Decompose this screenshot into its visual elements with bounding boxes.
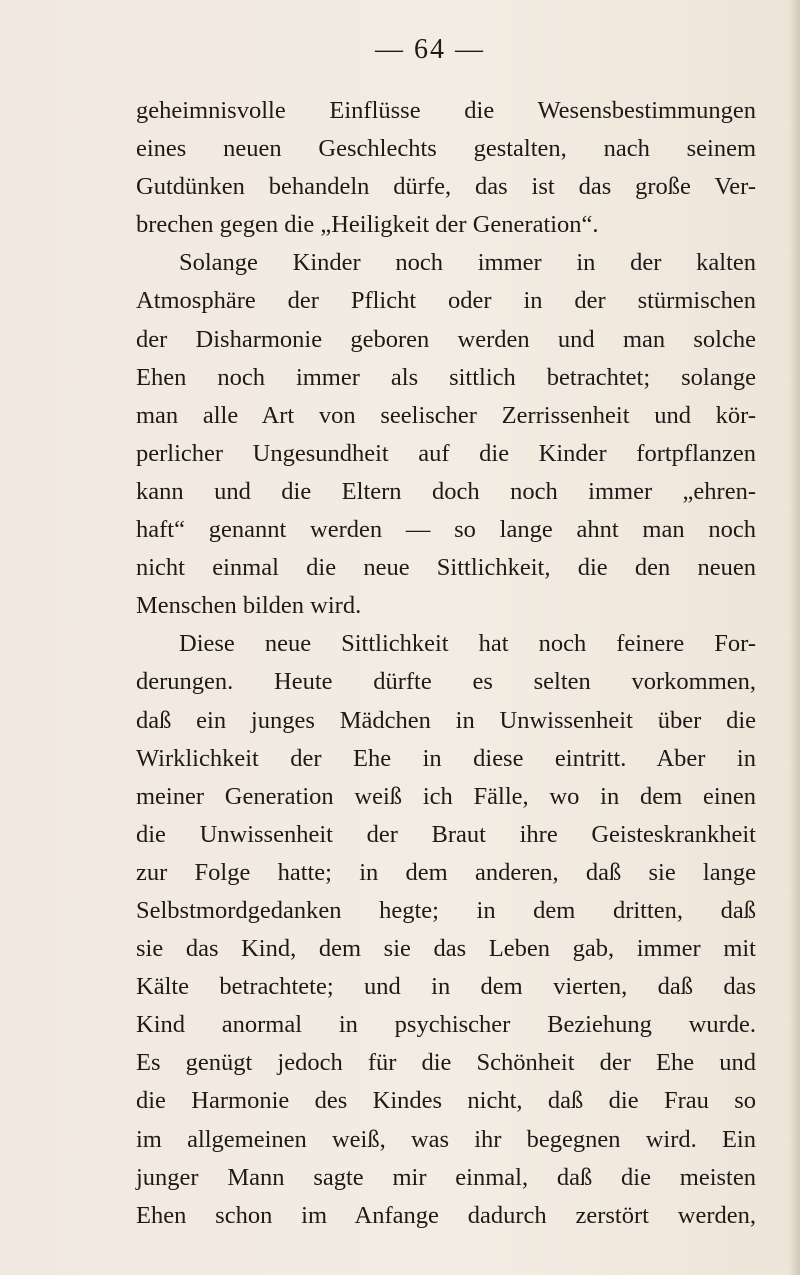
text-line: die Harmonie des Kindes nicht, daß die Frau so [136,1087,756,1115]
text-line: derungen. Heute dürfte es selten vorkommen, [136,668,756,696]
text-line: Ehen schon im Anfange dadurch zerstört werden, [136,1201,756,1229]
text-line: zur Folge hatte; in dem anderen, daß sie lange [136,858,756,886]
text-line: Selbstmordgedanken hegte; in dem dritten, daß [136,896,756,924]
text-line: die Unwissenheit der Braut ihre Geisteskrankheit [136,820,756,848]
text-line: brechen gegen die „Heiligkeit der Generation“. [136,211,599,239]
text-line: Gutdünken behandeln dürfe, das ist das große Ver- [136,173,756,201]
text-line: kann und die Eltern doch noch immer „ehren- [136,477,756,505]
text-line: junger Mann sagte mir einmal, daß die meisten [136,1163,756,1191]
text-line: Menschen bilden wird. [136,592,362,620]
text-line: Diese neue Sittlichkeit hat noch feinere For- [179,630,756,658]
text-line: Atmosphäre der Pflicht oder in der stürmischen [136,287,756,315]
text-line: Wirklichkeit der Ehe in diese eintritt. Aber in [136,744,756,772]
text-line: eines neuen Geschlechts gestalten, nach seinem [136,135,756,163]
text-line: Kälte betrachtete; und in dem vierten, daß das [136,973,756,1001]
text-line: der Disharmonie geboren werden und man solche [136,325,756,353]
body-text [136,92,756,1235]
text-line: meiner Generation weiß ich Fälle, wo in dem einen [136,782,756,810]
text-line: im allgemeinen weiß, was ihr begegnen wird. Ein [136,1125,756,1153]
text-line: haft“ genannt werden — so lange ahnt man noch [136,516,756,544]
page-number: — 64 — [375,34,485,65]
text-line: Kind anormal in psychischer Beziehung wurde. [136,1011,756,1039]
text-line: nicht einmal die neue Sittlichkeit, die den neuen [136,554,756,582]
text-line: Solange Kinder noch immer in der kalten [179,249,756,277]
text-line: sie das Kind, dem sie das Leben gab, immer mit [136,935,756,963]
text-line: Ehen noch immer als sittlich betrachtet; solange [136,363,756,391]
page-edge-shadow [788,0,800,1275]
text-line: man alle Art von seelischer Zerrissenheit und kör- [136,401,756,429]
text-line: geheimnisvolle Einflüsse die Wesensbestimmungen [136,97,756,124]
text-line: Es genügt jedoch für die Schönheit der Ehe und [136,1049,756,1077]
text-line: daß ein junges Mädchen in Unwissenheit über die [136,706,756,734]
text-line: perlicher Ungesundheit auf die Kinder fortpflanzen [136,439,756,467]
